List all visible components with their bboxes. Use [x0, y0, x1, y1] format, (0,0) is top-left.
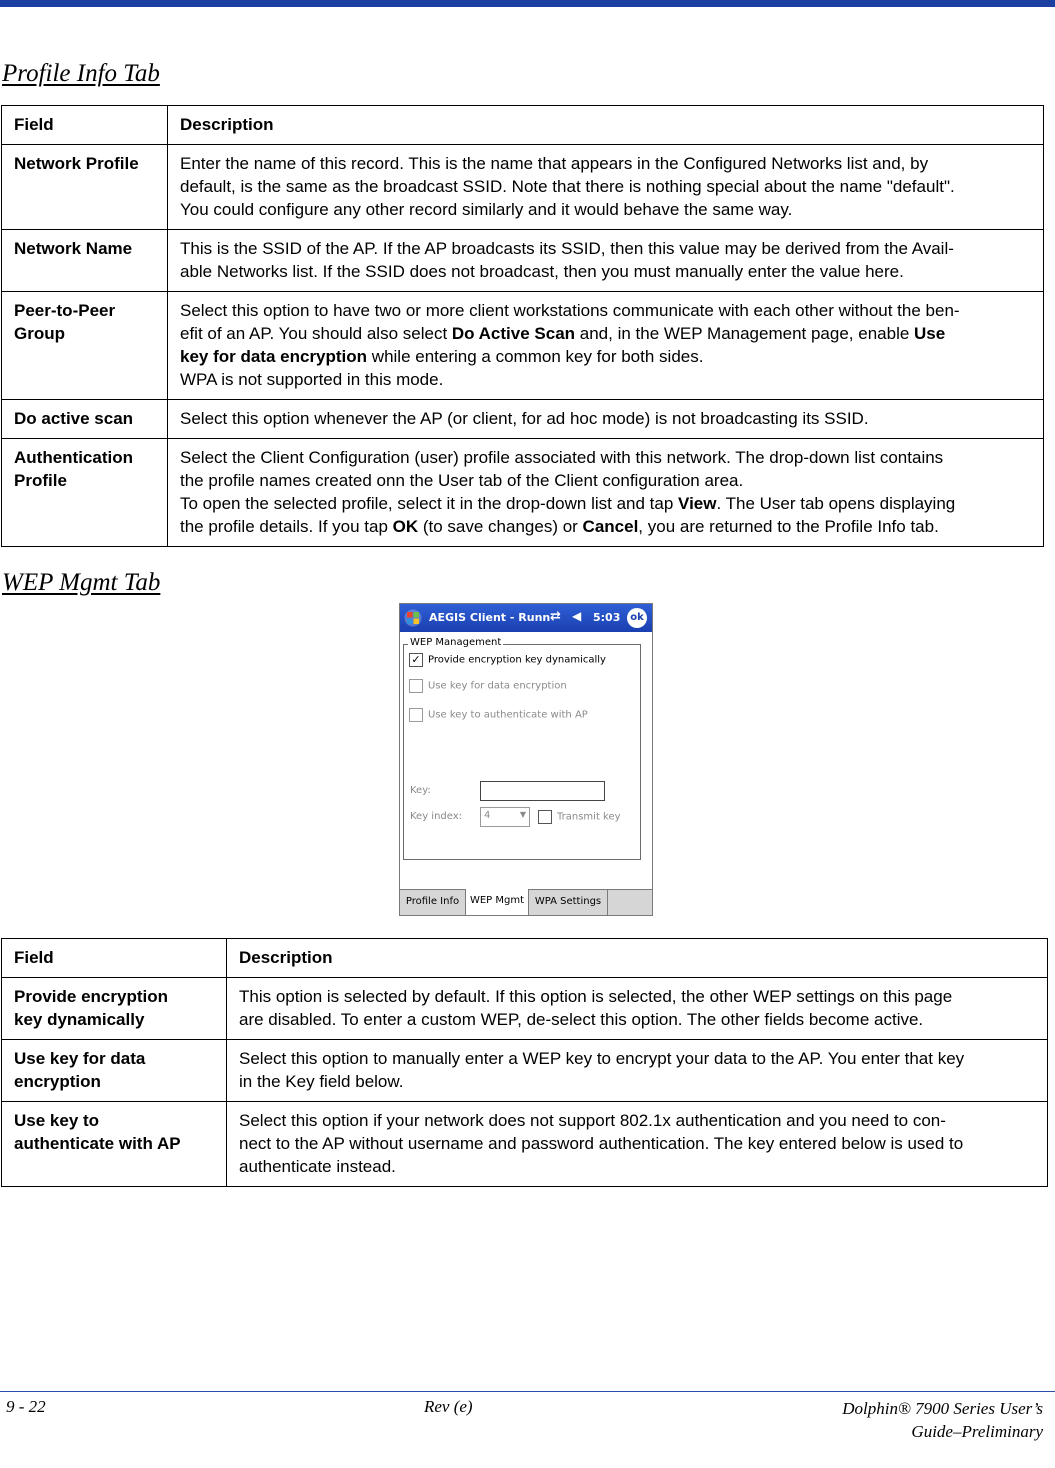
description-line: [180, 260, 1033, 283]
description-text: authenticate instead.: [239, 1157, 396, 1176]
field-name-text: Profile: [14, 471, 67, 490]
description-cell: [227, 978, 1048, 1040]
device-tab-strip: [400, 889, 652, 916]
table-header-row: [2, 939, 1048, 978]
field-name-cell: [2, 292, 168, 400]
table-header-row: [2, 106, 1044, 145]
field-name-text: key dynamically: [14, 1010, 145, 1029]
field-name-cell: [2, 230, 168, 292]
checkbox-label: Provide encryption key dynamically: [428, 654, 606, 666]
bold-term: View: [678, 494, 717, 513]
description-line: [180, 368, 1033, 391]
table-row: [2, 978, 1048, 1040]
use-key-authenticate-checkbox[interactable]: [409, 708, 588, 722]
device-screenshot: [399, 603, 653, 916]
field-name-text: Peer-to-Peer: [14, 301, 116, 320]
tab-profile-info[interactable]: Profile Info: [400, 890, 466, 915]
provide-key-dynamically-checkbox[interactable]: [409, 653, 606, 667]
description-cell: [168, 439, 1044, 547]
key-index-value: 4: [484, 810, 491, 821]
tab-wep-mgmt[interactable]: WEP Mgmt: [466, 889, 529, 915]
description-text: in the Key field below.: [239, 1072, 404, 1091]
description-line: [180, 322, 1033, 345]
description-cell: [168, 400, 1044, 439]
description-text: WPA is not supported in this mode.: [180, 370, 444, 389]
device-clock[interactable]: 5:03: [593, 611, 621, 624]
description-text: nect to the AP without username and password authentication. The key entered below is used to: [239, 1134, 964, 1153]
field-column-header: Field: [2, 106, 168, 145]
field-column-header: Field: [2, 939, 227, 978]
device-app-title: AEGIS Client - Runn: [429, 611, 551, 624]
document-title-line: Guide–Preliminary: [911, 1422, 1043, 1441]
description-line: [239, 1047, 1037, 1070]
description-column-header: Description: [227, 939, 1048, 978]
ok-button[interactable]: ok: [627, 608, 647, 628]
field-name-text: Use key to: [14, 1111, 100, 1130]
description-text: able Networks list. If the SSID does not broadcast, then you must manually enter the value here.: [180, 262, 904, 281]
table-row: [2, 1102, 1048, 1187]
footer-rule: [0, 1391, 1055, 1392]
bold-term: Use: [914, 324, 946, 343]
description-line: [239, 985, 1037, 1008]
description-line: [180, 407, 1033, 430]
description-line: [239, 1109, 1037, 1132]
wep-management-group: [403, 637, 641, 860]
description-cell: [168, 230, 1044, 292]
tab-wpa-settings[interactable]: WPA Settings: [529, 890, 608, 915]
field-name-text: Network Name: [14, 239, 133, 258]
bold-term: Cancel: [582, 517, 639, 536]
document-title-line: Dolphin® 7900 Series User’s: [842, 1399, 1043, 1418]
checkbox-label: Use key to authenticate with AP: [428, 709, 588, 721]
description-text: Select this option to have two or more client workstations communicate with each other without the ben-: [180, 301, 960, 320]
wep-management-group-label: WEP Management: [410, 637, 502, 648]
key-index-dropdown[interactable]: [480, 807, 530, 827]
description-text: This option is selected by default. If this option is selected, the other WEP settings on this page: [239, 987, 953, 1006]
description-line: [239, 1070, 1037, 1093]
description-cell: [168, 292, 1044, 400]
profile-info-table: [1, 105, 1044, 547]
field-name-cell: [2, 978, 227, 1040]
description-text: Select this option to manually enter a WEP key to encrypt your data to the AP. You enter that key: [239, 1049, 965, 1068]
description-line: [180, 198, 1033, 221]
profile-info-tab-heading: Profile Info Tab: [2, 60, 160, 87]
bold-term: Do Active Scan: [451, 324, 576, 343]
description-text: Select the Client Configuration (user) profile associated with this network. The drop-down list contains: [180, 448, 944, 467]
speaker-icon[interactable]: ◀: [572, 609, 582, 623]
description-line: [180, 446, 1033, 469]
table-row: [2, 1040, 1048, 1102]
key-index-label: Key index:: [410, 811, 463, 822]
field-name-text: authenticate with AP: [14, 1134, 181, 1153]
checkbox-label: Use key for data encryption: [428, 680, 567, 692]
field-name-cell: [2, 1040, 227, 1102]
description-cell: [227, 1040, 1048, 1102]
description-line: [180, 515, 1033, 538]
document-title: [743, 1397, 1043, 1443]
description-line: [180, 175, 1033, 198]
description-line: [180, 237, 1033, 260]
field-name-text: Provide encryption: [14, 987, 168, 1006]
checkbox-checked-icon: ✓: [409, 653, 423, 667]
description-text: . The User tab opens displaying: [716, 494, 956, 513]
description-column-header: Description: [168, 106, 1044, 145]
revision-label: Rev (e): [424, 1397, 473, 1416]
key-input[interactable]: [480, 781, 605, 801]
page-number: 9 - 22: [6, 1397, 46, 1416]
description-text: are disabled. To enter a custom WEP, de-select this option. The other fields become active.: [239, 1010, 924, 1029]
description-line: [180, 492, 1033, 515]
field-name-cell: [2, 145, 168, 230]
description-line: [180, 345, 1033, 368]
description-text: This is the SSID of the AP. If the AP broadcasts its SSID, then this value may be derived from the Avail-: [180, 239, 954, 258]
connectivity-arrows-icon[interactable]: ⇄: [550, 609, 561, 624]
field-name-text: Group: [14, 324, 65, 343]
description-text: You could configure any other record similarly and it would behave the same way.: [180, 200, 793, 219]
description-cell: [227, 1102, 1048, 1187]
wep-mgmt-tab-heading: WEP Mgmt Tab: [2, 569, 161, 596]
description-line: [239, 1155, 1037, 1178]
field-name-text: Use key for data: [14, 1049, 146, 1068]
field-name-cell: [2, 439, 168, 547]
description-line: [239, 1008, 1037, 1031]
description-text: while entering a common key for both sides.: [367, 347, 704, 366]
windows-flag-icon[interactable]: [404, 609, 422, 627]
field-name-text: Authentication: [14, 448, 133, 467]
bold-term: key for data encryption: [180, 347, 368, 366]
bold-term: OK: [392, 517, 419, 536]
field-name-cell: [2, 1102, 227, 1187]
transmit-key-checkbox[interactable]: [538, 810, 621, 824]
table-row: [2, 400, 1044, 439]
table-row: [2, 292, 1044, 400]
description-text: efit of an AP. You should also select: [180, 324, 452, 343]
dropdown-arrow-icon: ▼: [519, 810, 526, 819]
description-line: [180, 469, 1033, 492]
device-title-bar: [400, 604, 652, 632]
use-key-data-encryption-checkbox[interactable]: [409, 679, 567, 693]
description-cell: [168, 145, 1044, 230]
wep-mgmt-table: [1, 938, 1048, 1187]
description-text: Select this option if your network does not support 802.1x authentication and you need to con-: [239, 1111, 946, 1130]
description-text: default, is the same as the broadcast SSID. Note that there is nothing special about the name "default".: [180, 177, 955, 196]
checkbox-unchecked-icon: [538, 810, 552, 824]
checkbox-unchecked-icon: [409, 708, 423, 722]
table-row: [2, 230, 1044, 292]
description-line: [180, 299, 1033, 322]
description-text: Enter the name of this record. This is the name that appears in the Configured Networks list and, by: [180, 154, 929, 173]
description-text: , you are returned to the Profile Info tab.: [638, 517, 939, 536]
description-text: the profile details. If you tap: [180, 517, 393, 536]
field-name-text: encryption: [14, 1072, 101, 1091]
checkbox-label: Transmit key: [557, 811, 621, 823]
top-accent-bar: [0, 0, 1055, 7]
description-text: Select this option whenever the AP (or client, for ad hoc mode) is not broadcasting its SSID.: [180, 409, 869, 428]
key-label: Key:: [410, 785, 431, 796]
field-name-text: Do active scan: [14, 409, 134, 428]
description-text: (to save changes) or: [418, 517, 583, 536]
description-text: and, in the WEP Management page, enable: [575, 324, 915, 343]
checkbox-unchecked-icon: [409, 679, 423, 693]
description-text: To open the selected profile, select it in the drop-down list and tap: [180, 494, 679, 513]
description-line: [180, 152, 1033, 175]
table-row: [2, 145, 1044, 230]
field-name-cell: [2, 400, 168, 439]
table-row: [2, 439, 1044, 547]
description-text: the profile names created onn the User tab of the Client configuration area.: [180, 471, 744, 490]
description-line: [239, 1132, 1037, 1155]
field-name-text: Network Profile: [14, 154, 139, 173]
